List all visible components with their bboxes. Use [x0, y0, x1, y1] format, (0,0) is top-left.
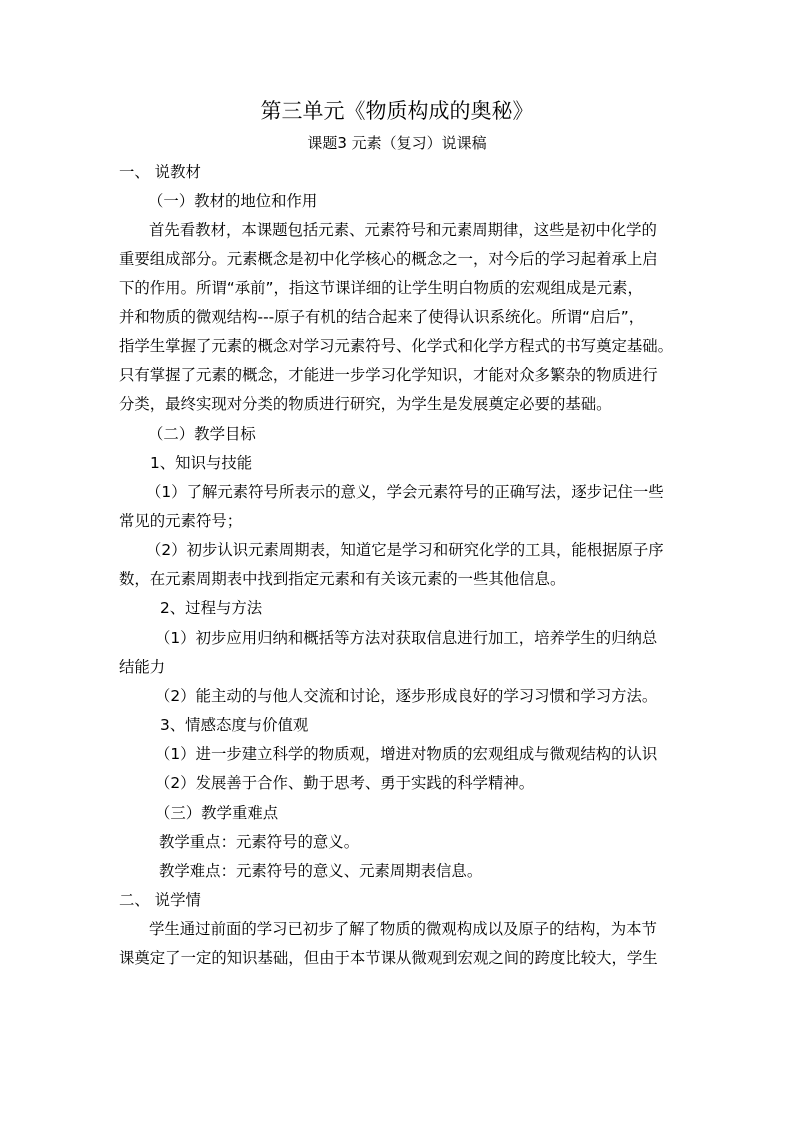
- subsection-heading: （一）教材的地位和作用: [148, 192, 318, 210]
- subsection-heading: （二）教学目标: [148, 425, 256, 443]
- paragraph-line: 重要组成部分。元素概念是初中化学核心的概念之一，对今后的学习起着承上启: [119, 250, 658, 268]
- paragraph-line: 首先看教材，本课题包括元素、元素符号和元素周期律，这些是初中化学的: [149, 221, 657, 239]
- paragraph-line: （2）初步认识元素周期表，知道它是学习和研究化学的工具，能根据原子序: [146, 541, 664, 559]
- paragraph-line: 结能力: [119, 658, 166, 676]
- list-heading: 3、情感态度与价值观: [160, 716, 309, 734]
- paragraph-line: 教学重点：元素符号的意义。: [159, 833, 360, 851]
- paragraph-line: 常见的元素符号；: [119, 512, 243, 530]
- document-subtitle: 课题3 元素（复习）说课稿: [307, 134, 487, 152]
- list-heading: 2、过程与方法: [160, 599, 263, 617]
- paragraph-line: 分类，最终实现对分类的物质进行研究，为学生是发展奠定必要的基础。: [119, 395, 612, 413]
- section-heading-1: 一、 说教材: [119, 163, 201, 181]
- paragraph-line: （2）发展善于合作、勤于思考、勇于实践的科学精神。: [155, 774, 535, 792]
- list-heading: 1、知识与技能: [150, 454, 253, 472]
- paragraph-line: 学生通过前面的学习已初步了解了物质的微观构成以及原子的结构，为本节: [149, 920, 657, 938]
- paragraph-line: 下的作用。所谓“承前”，指这节课详细的让学生明白物质的宏观组成是元素，: [119, 279, 643, 297]
- paragraph-line: 只有掌握了元素的概念，才能进一步学习化学知识，才能对众多繁杂的物质进行: [119, 366, 658, 384]
- paragraph-line: 课奠定了一定的知识基础，但由于本节课从微观到宏观之间的跨度比较大，学生: [119, 949, 658, 967]
- paragraph-line: （2）能主动的与他人交流和讨论，逐步形成良好的学习习惯和学习方法。: [155, 687, 658, 705]
- paragraph-line: （1）进一步建立科学的物质观，增进对物质的宏观组成与微观结构的认识: [155, 745, 658, 763]
- subsection-heading: （三）教学重难点: [155, 804, 279, 822]
- document-title: 第三单元《物质构成的奥秘》: [260, 99, 534, 123]
- paragraph-line: （1）初步应用归纳和概括等方法对获取信息进行加工，培养学生的归纳总: [155, 629, 658, 647]
- paragraph-line: 数，在元素周期表中找到指定元素和有关该元素的一些其他信息。: [119, 570, 566, 588]
- paragraph-line: （1）了解元素符号所表示的意义，学会元素符号的正确写法，逐步记住一些: [146, 483, 664, 501]
- paragraph-line: 指学生掌握了元素的概念对学习元素符号、化学式和化学方程式的书写奠定基础。: [119, 337, 674, 355]
- section-heading-2: 二、 说学情: [119, 891, 201, 909]
- paragraph-line: 并和物质的微观结构---原子有机的结合起来了使得认识系统化。所谓“启后”，: [119, 308, 645, 326]
- paragraph-line: 教学难点：元素符号的意义、元素周期表信息。: [159, 862, 483, 880]
